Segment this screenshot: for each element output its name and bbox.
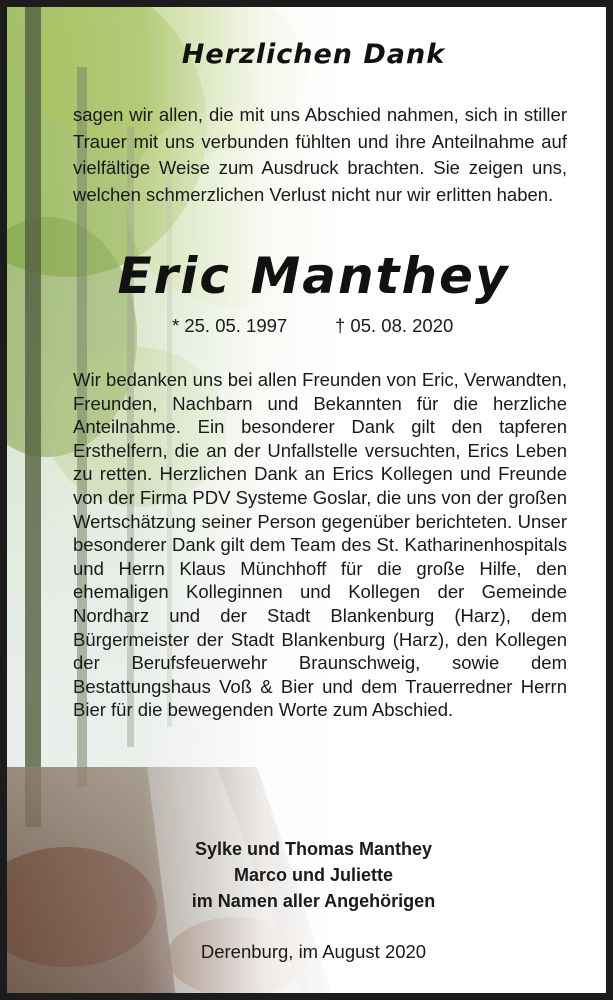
signature-line-3: im Namen aller Angehörigen (191, 891, 436, 911)
signature-line-2: Marco und Juliette (233, 865, 394, 885)
death-date: † 05. 08. 2020 (335, 315, 454, 336)
thanks-paragraph: Wir bedanken uns bei allen Freunden von Eric, Verwandten, Freunden, Nachbarn und Bekannten für die herzliche Anteilnahme. Ein besonderer Dank gilt den tapferen Ersthelfern, die an der Unfallstelle versuchten, Erics Leben zu retten. Herzlichen Dank an Erics Kollegen und Freunde von der Firma PDV Systeme Goslar, die uns von der großen Wertschätzung seiner Person gegenüber berichteten. Unser besonderer Dank gilt dem Team des St. Katharinenhospitals und Herrn Klaus Münchhoff für die große Hilfe, den ehemaligen Kolleginnen und Kollegen der Gemeinde Nordharz und der Stadt Blankenburg (Harz), dem Bürgermeister der Stadt Blankenburg (Harz), den Kollegen der Berufsfeuerwehr Braunschweig, sowie dem Bestattungshaus Voß & Bier und dem Trauerredner Herrn Bier für die bewegenden Worte zum Abschied. (73, 369, 567, 721)
heading: Herzlichen Dank (181, 39, 446, 70)
birth-date: * 25. 05. 1997 (172, 315, 288, 336)
intro-paragraph: sagen wir allen, die mit uns Abschied nahmen, sich in stiller Trauer mit uns verbunden fühlten und ihre Anteilnahme auf vielfältige Weise zum Ausdruck brachten. Sie zeigen uns, welchen schmerzlichen Verlust nicht nur wir erlitten haben. (73, 104, 567, 205)
deceased-name: Eric Manthey (117, 247, 510, 305)
signature-line-1: Sylke und Thomas Manthey (194, 839, 433, 859)
place-date: Derenburg, im August 2020 (200, 941, 427, 962)
